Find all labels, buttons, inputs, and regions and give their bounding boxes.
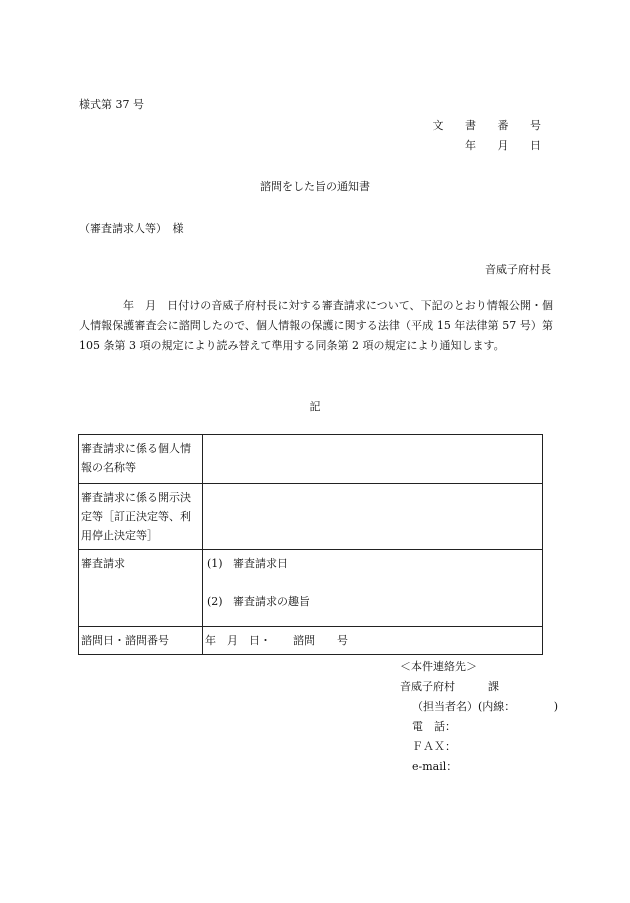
table-row [79,627,543,655]
review-request-date-item [207,554,540,573]
contact-phone: 電 話： [412,720,456,733]
form-number: 様式第 37 号 [79,98,144,111]
contact-block [400,657,558,777]
item-number: (2) [207,595,223,608]
contact-heading: ＜本件連絡先＞ [400,660,477,673]
item-text: 審査請求日 [233,557,288,570]
addressee: （審査請求人等） 様 [79,222,184,235]
inquiry-date-number-value: 年 月 日・ 諮問 号 [203,627,543,655]
item-number: (1) [207,557,223,570]
document-title: 諮問をした旨の通知書 [260,180,370,193]
contact-email: e-mail： [412,760,458,773]
review-request-purpose-item [207,592,540,611]
table-row [79,435,543,484]
contact-fax: ＦＡＸ： [412,740,456,753]
disclosure-decision-value [203,484,543,550]
review-request-label: 審査請求 [79,550,203,627]
body-paragraph-text: 年 月 日付けの音威子府村長に対する審査請求について、下記のとおり情報公開・個人情報保護審査会に諮問したので、個人情報の保護に関する法律（平成 15 年法律第 57 号）第 105 条第 3 項の規定により読み替えて準用する同条第 2 項の規定により通知します。 [79,299,553,352]
review-request-details [203,550,543,627]
disclosure-decision-label: 審査請求に係る開示決定等［訂正決定等、利用停止決定等］ [79,484,203,550]
table-row [79,550,543,627]
ki-heading: 記 [309,400,321,413]
inquiry-date-number-label: 諮問日・諮問番号 [79,627,203,655]
item-text: 審査請求の趣旨 [233,595,310,608]
document-date-label: 年 月 日 [465,139,550,152]
contact-department: 音威子府村 課 [400,680,499,693]
sender: 音威子府村長 [485,263,551,276]
body-paragraph [79,296,553,356]
table-row [79,484,543,550]
personal-info-name-value [203,435,543,484]
request-table [78,434,543,655]
document-number-label: 文 書 番 号 [432,119,550,132]
personal-info-name-label: 審査請求に係る個人情報の名称等 [79,435,203,484]
contact-person: （担当者名）(内線： ) [412,700,559,713]
